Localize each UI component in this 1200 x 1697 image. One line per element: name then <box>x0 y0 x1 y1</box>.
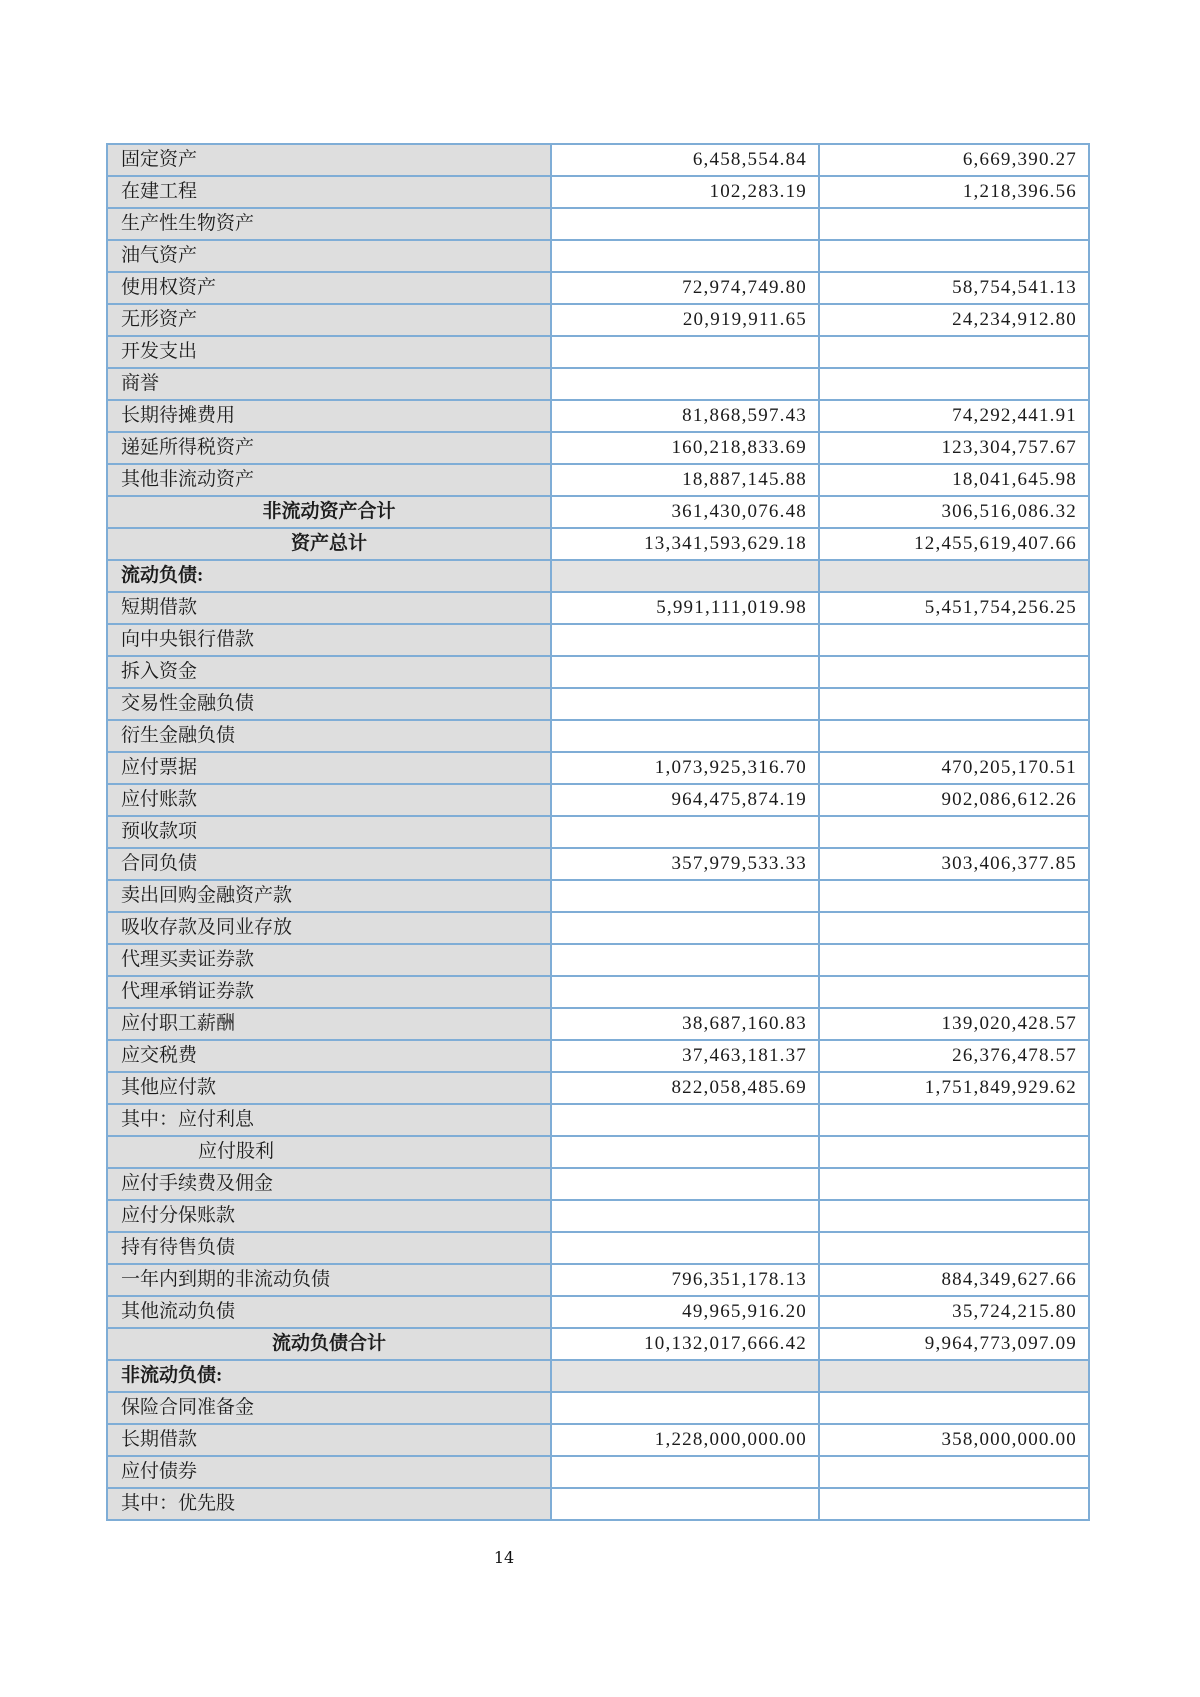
row-label: 应交税费 <box>107 1040 551 1072</box>
row-label: 无形资产 <box>107 304 551 336</box>
row-value-prior: 18,041,645.98 <box>819 464 1089 496</box>
row-value-prior <box>819 560 1089 592</box>
row-value-prior <box>819 336 1089 368</box>
row-value-current <box>551 976 819 1008</box>
table-row <box>107 272 1089 304</box>
table-row <box>107 976 1089 1008</box>
row-value-current <box>551 208 819 240</box>
row-value-prior <box>819 208 1089 240</box>
row-label: 应付账款 <box>107 784 551 816</box>
table-row <box>107 912 1089 944</box>
row-value-prior: 884,349,627.66 <box>819 1264 1089 1296</box>
row-value-current: 1,228,000,000.00 <box>551 1424 819 1456</box>
row-label: 固定资产 <box>107 144 551 176</box>
row-label: 油气资产 <box>107 240 551 272</box>
row-label: 开发支出 <box>107 336 551 368</box>
row-value-current: 160,218,833.69 <box>551 432 819 464</box>
row-value-prior: 306,516,086.32 <box>819 496 1089 528</box>
row-value-prior <box>819 880 1089 912</box>
row-value-prior <box>819 1392 1089 1424</box>
row-value-prior <box>819 368 1089 400</box>
row-value-prior <box>819 656 1089 688</box>
table-row <box>107 1072 1089 1104</box>
table-row <box>107 880 1089 912</box>
row-value-current: 18,887,145.88 <box>551 464 819 496</box>
row-value-current <box>551 880 819 912</box>
row-value-current: 964,475,874.19 <box>551 784 819 816</box>
row-label: 长期借款 <box>107 1424 551 1456</box>
table-row <box>107 336 1089 368</box>
table-row <box>107 848 1089 880</box>
row-value-prior: 35,724,215.80 <box>819 1296 1089 1328</box>
row-value-current <box>551 1200 819 1232</box>
row-value-prior <box>819 1200 1089 1232</box>
row-label: 商誉 <box>107 368 551 400</box>
table-row <box>107 1264 1089 1296</box>
table-row <box>107 464 1089 496</box>
table-row <box>107 304 1089 336</box>
row-value-current: 5,991,111,019.98 <box>551 592 819 624</box>
row-value-prior <box>819 1456 1089 1488</box>
balance-sheet-table <box>106 143 1088 1521</box>
table-row <box>107 1424 1089 1456</box>
row-label: 应付票据 <box>107 752 551 784</box>
balance-sheet <box>106 143 1090 1521</box>
row-label: 应付股利 <box>107 1136 551 1168</box>
row-value-prior <box>819 1488 1089 1520</box>
row-value-prior: 9,964,773,097.09 <box>819 1328 1089 1360</box>
row-value-prior: 139,020,428.57 <box>819 1008 1089 1040</box>
table-row <box>107 208 1089 240</box>
table-row <box>107 1456 1089 1488</box>
row-value-prior: 74,292,441.91 <box>819 400 1089 432</box>
row-value-prior: 24,234,912.80 <box>819 304 1089 336</box>
row-value-current <box>551 912 819 944</box>
row-value-current: 1,073,925,316.70 <box>551 752 819 784</box>
row-value-current: 38,687,160.83 <box>551 1008 819 1040</box>
table-row <box>107 1136 1089 1168</box>
table-row <box>107 1296 1089 1328</box>
row-label: 持有待售负债 <box>107 1232 551 1264</box>
table-row <box>107 432 1089 464</box>
table-row <box>107 944 1089 976</box>
row-value-current <box>551 368 819 400</box>
row-label: 其中：优先股 <box>107 1488 551 1520</box>
row-label: 流动负债: <box>107 560 551 592</box>
row-label: 代理买卖证券款 <box>107 944 551 976</box>
row-value-current: 13,341,593,629.18 <box>551 528 819 560</box>
row-value-prior: 358,000,000.00 <box>819 1424 1089 1456</box>
row-value-prior <box>819 1232 1089 1264</box>
row-value-prior <box>819 1104 1089 1136</box>
table-row <box>107 1392 1089 1424</box>
row-value-current <box>551 1392 819 1424</box>
row-value-current <box>551 816 819 848</box>
row-label: 拆入资金 <box>107 656 551 688</box>
row-label: 预收款项 <box>107 816 551 848</box>
balance-sheet-body <box>107 144 1089 1520</box>
table-row <box>107 720 1089 752</box>
row-label: 衍生金融负债 <box>107 720 551 752</box>
row-label: 一年内到期的非流动负债 <box>107 1264 551 1296</box>
row-label: 交易性金融负债 <box>107 688 551 720</box>
table-row <box>107 1360 1089 1392</box>
row-label: 递延所得税资产 <box>107 432 551 464</box>
table-row <box>107 528 1089 560</box>
row-label: 资产总计 <box>107 528 551 560</box>
row-label: 应付债券 <box>107 1456 551 1488</box>
row-value-current <box>551 240 819 272</box>
table-row <box>107 1200 1089 1232</box>
row-value-prior: 902,086,612.26 <box>819 784 1089 816</box>
table-row <box>107 1008 1089 1040</box>
row-label: 长期待摊费用 <box>107 400 551 432</box>
row-value-current <box>551 1360 819 1392</box>
table-row <box>107 560 1089 592</box>
row-value-prior: 12,455,619,407.66 <box>819 528 1089 560</box>
row-value-prior: 470,205,170.51 <box>819 752 1089 784</box>
table-row <box>107 176 1089 208</box>
row-value-prior: 123,304,757.67 <box>819 432 1089 464</box>
row-label: 生产性生物资产 <box>107 208 551 240</box>
table-row <box>107 784 1089 816</box>
row-value-current: 37,463,181.37 <box>551 1040 819 1072</box>
row-value-prior <box>819 1136 1089 1168</box>
table-row <box>107 656 1089 688</box>
row-value-current: 357,979,533.33 <box>551 848 819 880</box>
row-label: 保险合同准备金 <box>107 1392 551 1424</box>
table-row <box>107 144 1089 176</box>
row-value-prior: 58,754,541.13 <box>819 272 1089 304</box>
row-value-prior: 5,451,754,256.25 <box>819 592 1089 624</box>
row-label: 应付职工薪酬 <box>107 1008 551 1040</box>
table-row <box>107 400 1089 432</box>
row-value-current <box>551 656 819 688</box>
row-label: 吸收存款及同业存放 <box>107 912 551 944</box>
row-value-current: 49,965,916.20 <box>551 1296 819 1328</box>
row-value-current <box>551 560 819 592</box>
row-label: 流动负债合计 <box>107 1328 551 1360</box>
table-row <box>107 1232 1089 1264</box>
row-label: 短期借款 <box>107 592 551 624</box>
row-label: 其他应付款 <box>107 1072 551 1104</box>
table-row <box>107 496 1089 528</box>
table-row <box>107 592 1089 624</box>
row-value-prior <box>819 976 1089 1008</box>
row-value-current <box>551 1168 819 1200</box>
table-row <box>107 240 1089 272</box>
row-value-current <box>551 1232 819 1264</box>
row-label: 代理承销证券款 <box>107 976 551 1008</box>
page-number: 14 <box>493 1548 515 1567</box>
row-label: 使用权资产 <box>107 272 551 304</box>
row-value-current <box>551 624 819 656</box>
row-label: 应付分保账款 <box>107 1200 551 1232</box>
table-row <box>107 816 1089 848</box>
table-row <box>107 624 1089 656</box>
row-label: 非流动负债: <box>107 1360 551 1392</box>
row-label: 其中：应付利息 <box>107 1104 551 1136</box>
row-label: 非流动资产合计 <box>107 496 551 528</box>
row-value-prior <box>819 1360 1089 1392</box>
row-value-prior <box>819 944 1089 976</box>
row-value-prior: 1,218,396.56 <box>819 176 1089 208</box>
row-value-prior: 26,376,478.57 <box>819 1040 1089 1072</box>
row-label: 向中央银行借款 <box>107 624 551 656</box>
row-value-prior <box>819 720 1089 752</box>
row-label: 卖出回购金融资产款 <box>107 880 551 912</box>
row-value-current <box>551 336 819 368</box>
row-value-prior: 6,669,390.27 <box>819 144 1089 176</box>
table-row <box>107 1168 1089 1200</box>
row-value-current <box>551 720 819 752</box>
row-value-prior <box>819 816 1089 848</box>
table-row <box>107 1040 1089 1072</box>
row-value-prior <box>819 688 1089 720</box>
table-row <box>107 368 1089 400</box>
row-value-prior <box>819 240 1089 272</box>
row-value-current: 361,430,076.48 <box>551 496 819 528</box>
row-value-current <box>551 688 819 720</box>
row-value-current: 81,868,597.43 <box>551 400 819 432</box>
row-value-current: 796,351,178.13 <box>551 1264 819 1296</box>
row-value-current: 102,283.19 <box>551 176 819 208</box>
row-value-current <box>551 1456 819 1488</box>
table-row <box>107 1488 1089 1520</box>
row-label: 其他流动负债 <box>107 1296 551 1328</box>
row-value-current: 6,458,554.84 <box>551 144 819 176</box>
row-label: 其他非流动资产 <box>107 464 551 496</box>
row-value-current <box>551 1104 819 1136</box>
row-value-prior <box>819 1168 1089 1200</box>
row-value-prior <box>819 624 1089 656</box>
table-row <box>107 1328 1089 1360</box>
row-value-prior: 303,406,377.85 <box>819 848 1089 880</box>
row-value-current: 72,974,749.80 <box>551 272 819 304</box>
row-value-current <box>551 1136 819 1168</box>
row-value-current <box>551 944 819 976</box>
row-label: 应付手续费及佣金 <box>107 1168 551 1200</box>
row-value-prior: 1,751,849,929.62 <box>819 1072 1089 1104</box>
row-value-current: 10,132,017,666.42 <box>551 1328 819 1360</box>
row-value-prior <box>819 912 1089 944</box>
table-row <box>107 1104 1089 1136</box>
row-label: 在建工程 <box>107 176 551 208</box>
row-value-current: 20,919,911.65 <box>551 304 819 336</box>
row-value-current <box>551 1488 819 1520</box>
row-label: 合同负债 <box>107 848 551 880</box>
row-value-current: 822,058,485.69 <box>551 1072 819 1104</box>
table-row <box>107 688 1089 720</box>
table-row <box>107 752 1089 784</box>
